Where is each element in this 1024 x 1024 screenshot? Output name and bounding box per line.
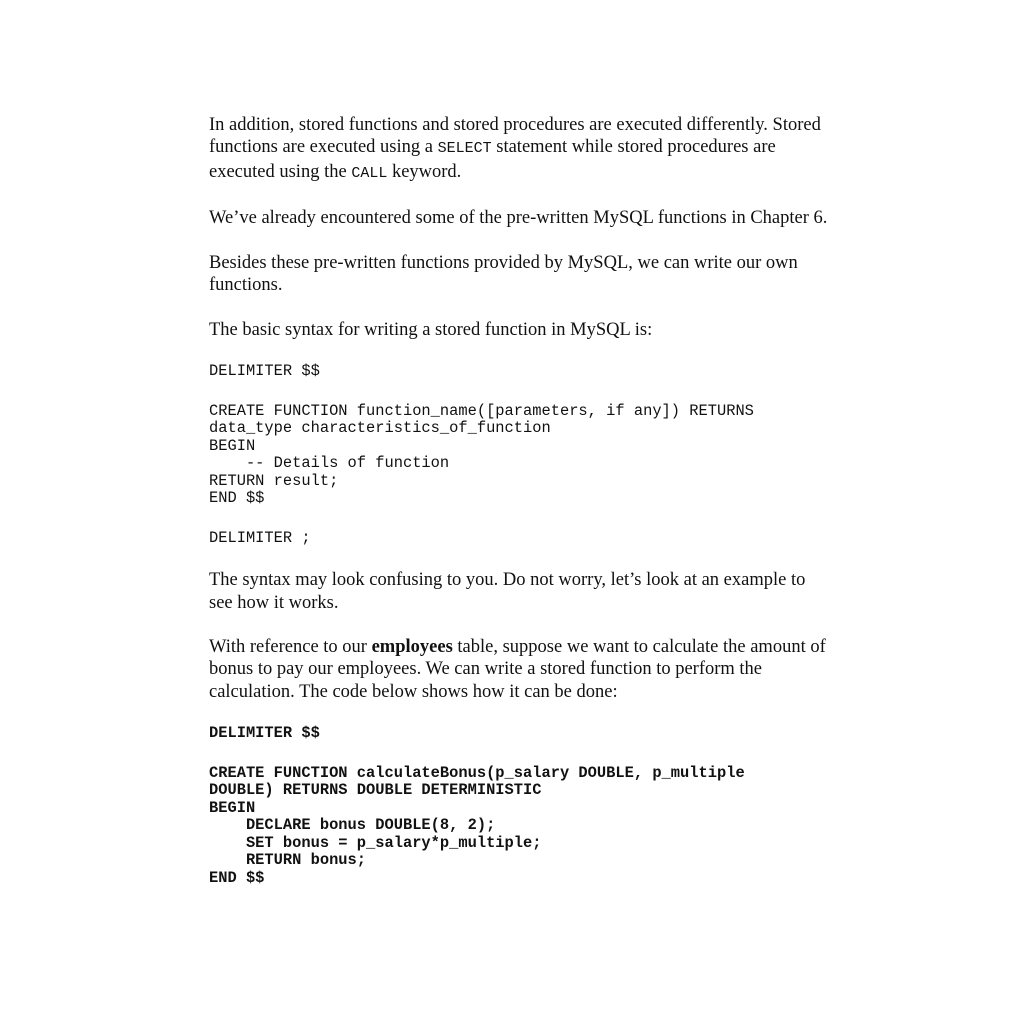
paragraph-text: keyword. xyxy=(387,161,462,182)
paragraph-text: In addition, stored functions and stored procedures are executed differently. Stored functions are executed using a xyxy=(209,115,821,158)
bold-term-employees: employees xyxy=(371,637,453,658)
code-example-body: CREATE FUNCTION calculateBonus(p_salary DOUBLE, p_multiple DOUBLE) RETURNS DOUBLE DETERMINISTIC BEGIN DECLARE bonus DOUBLE(8, 2); SET bonus = p_salary*p_multiple; RETURN bonus; END $$ xyxy=(209,763,745,887)
code-example-delimiter-open: DELIMITER $$ xyxy=(209,724,320,743)
inline-code-call: CALL xyxy=(351,164,388,182)
paragraph-basic-syntax-intro: The basic syntax for writing a stored function in MySQL is: xyxy=(209,319,653,340)
paragraph-prewritten-functions: We’ve already encountered some of the pre-written MySQL functions in Chapter 6. xyxy=(209,208,828,229)
paragraph-text: table, suppose we want to calculate the amount of bonus to pay our employees. We can write a stored function to perform the calculation. The code below shows how it can be done: xyxy=(209,637,826,702)
paragraph-text: With reference to our xyxy=(209,637,372,658)
paragraph-text: statement while stored procedures are executed using the xyxy=(209,137,776,182)
document-page xyxy=(209,114,829,887)
inline-code-select: SELECT xyxy=(437,140,492,158)
code-syntax-delimiter-close: DELIMITER ; xyxy=(209,528,311,547)
paragraph-employees-example xyxy=(209,636,829,703)
paragraph-own-functions: Besides these pre-written functions provided by MySQL, we can write our own functions. xyxy=(209,252,798,296)
paragraph-syntax-confusing: The syntax may look confusing to you. Do not worry, let’s look at an example to see how it works. xyxy=(209,570,806,613)
paragraph-execution-difference xyxy=(209,114,829,185)
code-syntax-body: CREATE FUNCTION function_name([parameters, if any]) RETURNS data_type characteristics_of_function BEGIN -- Details of function RETURN result; END $$ xyxy=(209,401,754,508)
code-syntax-delimiter-open: DELIMITER $$ xyxy=(209,362,320,381)
